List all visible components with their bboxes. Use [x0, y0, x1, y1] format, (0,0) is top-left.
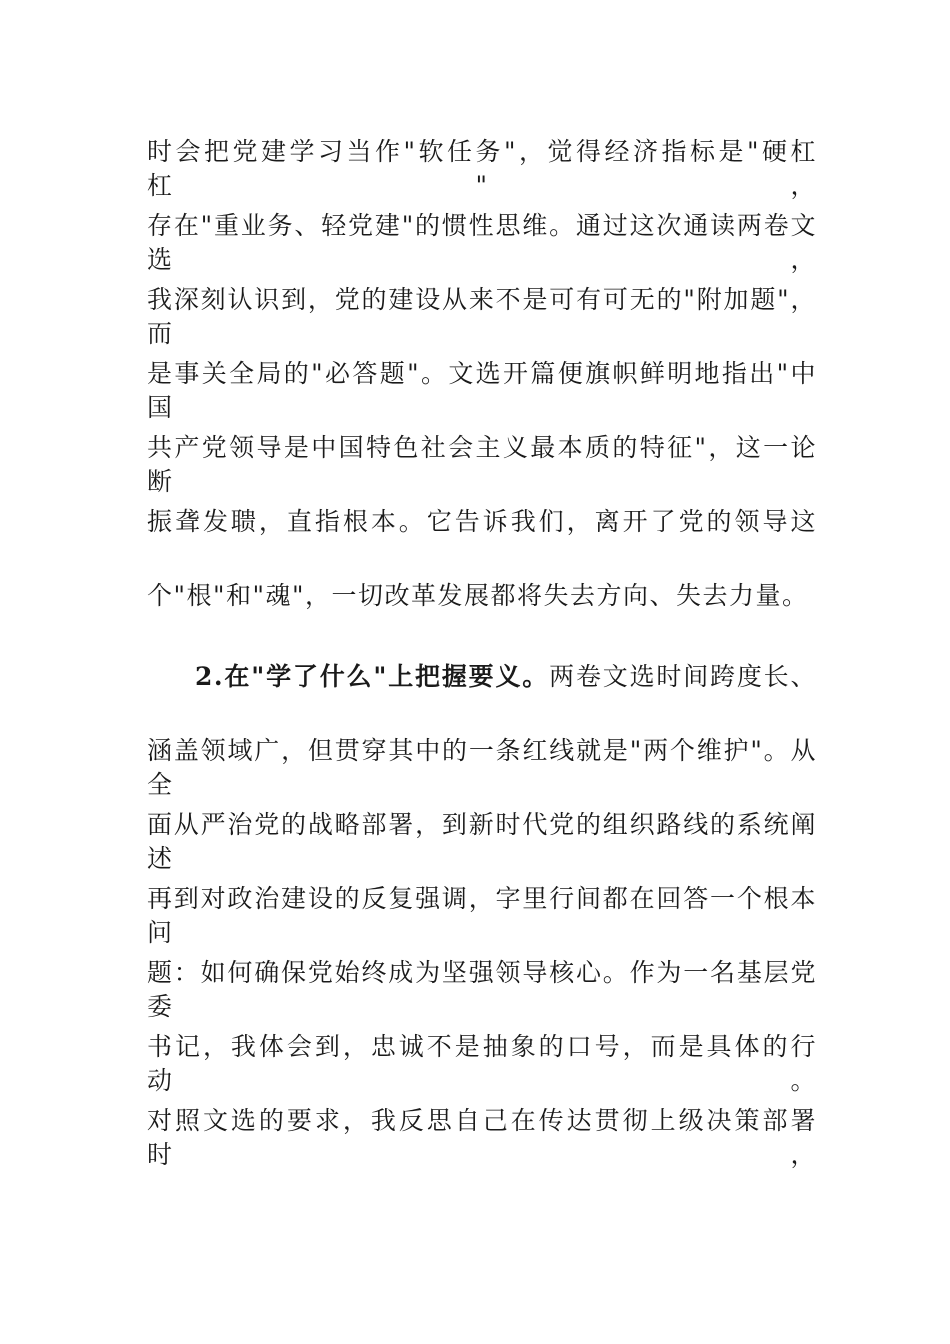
paragraph-line: 我深刻认识到，党的建设从来不是可有可无的"附加题"，而 [147, 285, 817, 348]
paragraph-line: 书记，我体会到，忠诚不是抽象的口号，而是具体的行动。 [147, 1032, 817, 1095]
section-heading: 2.在"学了什么"上把握要义。 [195, 662, 550, 691]
paragraph-line: 是事关全局的"必答题"。文选开篇便旗帜鲜明地指出"中国 [147, 359, 817, 422]
paragraph-line: 振聋发聩，直指根本。它告诉我们，离开了党的领导这 [147, 507, 817, 536]
section-heading-rest: 两卷文选时间跨度长、 [549, 662, 817, 691]
paragraph-line: 存在"重业务、轻党建"的惯性思维。通过这次通读两卷文选， [147, 211, 817, 274]
paragraph-line: 面从严治党的战略部署，到新时代党的组织路线的系统阐述 [147, 810, 817, 873]
section-heading-line [195, 660, 817, 694]
paragraph-line: 个"根"和"魂"，一切改革发展都将失去方向、失去力量。 [147, 581, 809, 610]
paragraph-line: 共产党领导是中国特色社会主义最本质的特征"，这一论断 [147, 433, 817, 496]
paragraph-line: 对照文选的要求，我反思自己在传达贯彻上级决策部署时， [147, 1106, 817, 1169]
paragraph-line: 再到对政治建设的反复强调，字里行间都在回答一个根本问 [147, 884, 817, 947]
paragraph-line: 时会把党建学习当作"软任务"，觉得经济指标是"硬杠杠"， [147, 137, 817, 200]
paragraph-line: 题：如何确保党始终成为坚强领导核心。作为一名基层党委 [147, 958, 817, 1021]
paragraph-line: 涵盖领域广，但贯穿其中的一条红线就是"两个维护"。从全 [147, 736, 817, 799]
